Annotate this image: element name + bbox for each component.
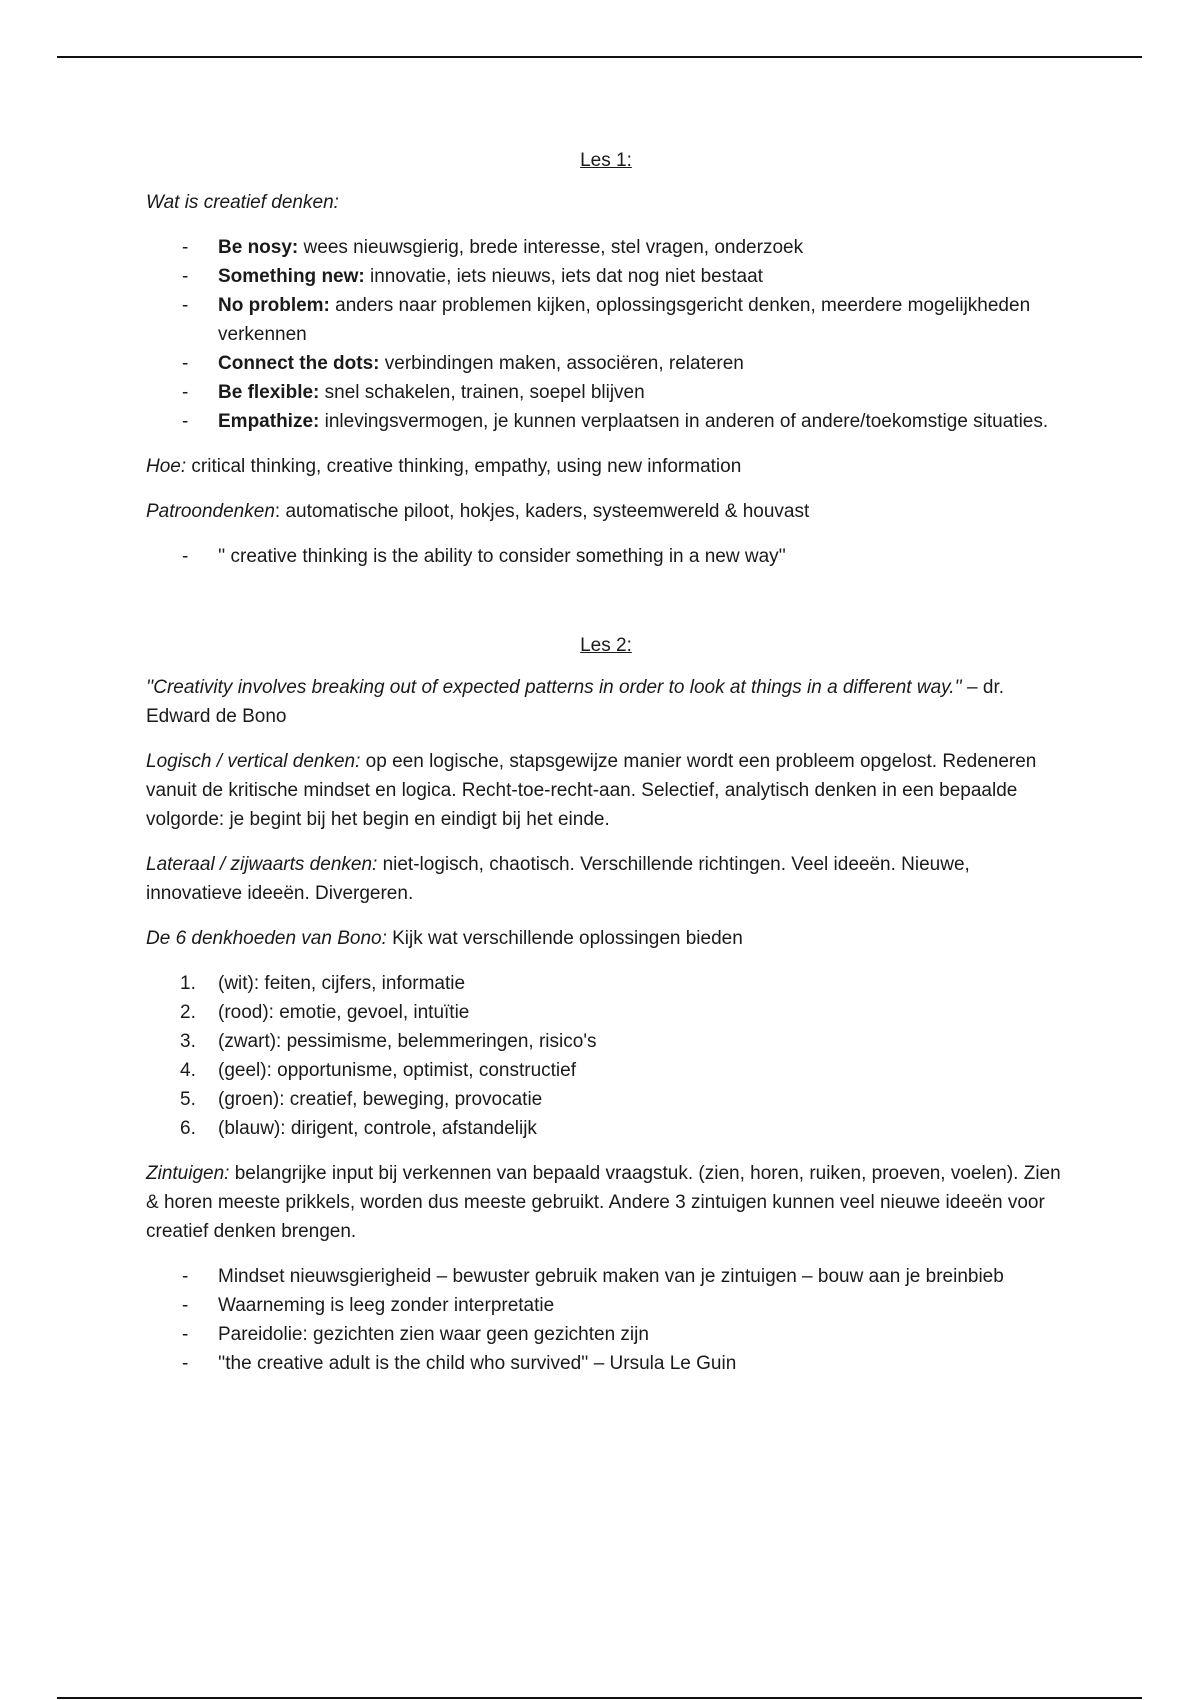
dash-bullet: - bbox=[182, 266, 189, 287]
list-item: - Connect the dots: verbindingen maken, associëren, relateren bbox=[146, 349, 1066, 378]
list-number: 1. bbox=[180, 973, 196, 994]
list-item: - Something new: innovatie, iets nieuws, iets dat nog niet bestaat bbox=[146, 262, 1066, 291]
list-item: - Mindset nieuwsgierigheid – bewuster gebruik maken van je zintuigen – bouw aan je breinbieb bbox=[146, 1262, 1066, 1291]
quote-list bbox=[146, 542, 1066, 571]
list-number: 4. bbox=[180, 1060, 196, 1081]
list-item: - Waarneming is leeg zonder interpretatie bbox=[146, 1291, 1066, 1320]
document-body bbox=[146, 146, 1066, 1394]
zintuigen-list bbox=[146, 1262, 1066, 1378]
list-number: 2. bbox=[180, 1002, 196, 1023]
paragraph-logisch-denken: Logisch / vertical denken: op een logische, stapsgewijze manier wordt een probleem opgelost. Redeneren vanuit de kritische mindset en logica. Recht-toe-recht-aan. Selectief, analytisch denken in een bepaalde volgorde: je begint bij het begin en eindigt bij het einde. bbox=[146, 751, 1037, 830]
list-item: - ''the creative adult is the child who survived'' – Ursula Le Guin bbox=[146, 1349, 1066, 1378]
paragraph-bono-quote: ''Creativity involves breaking out of expected patterns in order to look at things in a different way.'' – dr. Edward de Bono bbox=[146, 677, 1005, 727]
dash-bullet: - bbox=[182, 295, 189, 316]
list-number: 5. bbox=[180, 1089, 196, 1110]
paragraph-hoe: Hoe: critical thinking, creative thinking, empathy, using new information bbox=[146, 456, 742, 477]
paragraph-zintuigen: Zintuigen: belangrijke input bij verkennen van bepaald vraagstuk. (zien, horen, ruiken, proeven, voelen). Zien & horen meeste prikkels, worden dus meeste gebruikt. Andere 3 zintuigen kunnen veel nieuwe ideeën voor creatief denken brengen. bbox=[146, 1163, 1061, 1242]
list-item: - No problem: anders naar problemen kijken, oplossingsgericht denken, meerdere mogelijkheden verkennen bbox=[146, 291, 1066, 349]
heading-les-1: Les 1: bbox=[580, 150, 632, 171]
dash-bullet: - bbox=[182, 411, 189, 432]
list-number: 6. bbox=[180, 1118, 196, 1139]
dash-bullet: - bbox=[182, 1353, 189, 1374]
dash-bullet: - bbox=[182, 1295, 189, 1316]
paragraph-patroondenken: Patroondenken: automatische piloot, hokjes, kaders, systeemwereld & houvast bbox=[146, 501, 810, 522]
list-item: - Be flexible: snel schakelen, trainen, soepel blijven bbox=[146, 378, 1066, 407]
heading-les-2: Les 2: bbox=[580, 635, 632, 656]
list-item: - Pareidolie: gezichten zien waar geen gezichten zijn bbox=[146, 1320, 1066, 1349]
list-item: 3. (zwart): pessimisme, belemmeringen, risico's bbox=[146, 1027, 1066, 1056]
list-item: 5. (groen): creatief, beweging, provocatie bbox=[146, 1085, 1066, 1114]
list-item: 4. (geel): opportunisme, optimist, constructief bbox=[146, 1056, 1066, 1085]
dash-bullet: - bbox=[182, 546, 189, 567]
dash-bullet: - bbox=[182, 237, 189, 258]
list-item: - Be nosy: wees nieuwsgierig, brede interesse, stel vragen, onderzoek bbox=[146, 233, 1066, 262]
list-item: 6. (blauw): dirigent, controle, afstandelijk bbox=[146, 1114, 1066, 1143]
dash-bullet: - bbox=[182, 1266, 189, 1287]
dash-bullet: - bbox=[182, 1324, 189, 1345]
list-item: 1. (wit): feiten, cijfers, informatie bbox=[146, 969, 1066, 998]
list-item: 2. (rood): emotie, gevoel, intuïtie bbox=[146, 998, 1066, 1027]
creatief-denken-list bbox=[146, 233, 1066, 436]
bottom-rule bbox=[57, 1697, 1142, 1699]
list-item: - '' creative thinking is the ability to consider something in a new way'' bbox=[146, 542, 1066, 571]
dash-bullet: - bbox=[182, 353, 189, 374]
intro-wat-is-creatief-denken: Wat is creatief denken: bbox=[146, 192, 339, 213]
denkhoeden-list bbox=[146, 969, 1066, 1143]
dash-bullet: - bbox=[182, 382, 189, 403]
paragraph-denkhoeden: De 6 denkhoeden van Bono: Kijk wat verschillende oplossingen bieden bbox=[146, 928, 743, 949]
paragraph-lateraal-denken: Lateraal / zijwaarts denken: niet-logisch, chaotisch. Verschillende richtingen. Veel ideeën. Nieuwe, innovatieve ideeën. Divergeren. bbox=[146, 854, 970, 904]
list-number: 3. bbox=[180, 1031, 196, 1052]
top-rule bbox=[57, 56, 1142, 58]
list-item: - Empathize: inlevingsvermogen, je kunnen verplaatsen in anderen of andere/toekomstige situaties. bbox=[146, 407, 1066, 436]
